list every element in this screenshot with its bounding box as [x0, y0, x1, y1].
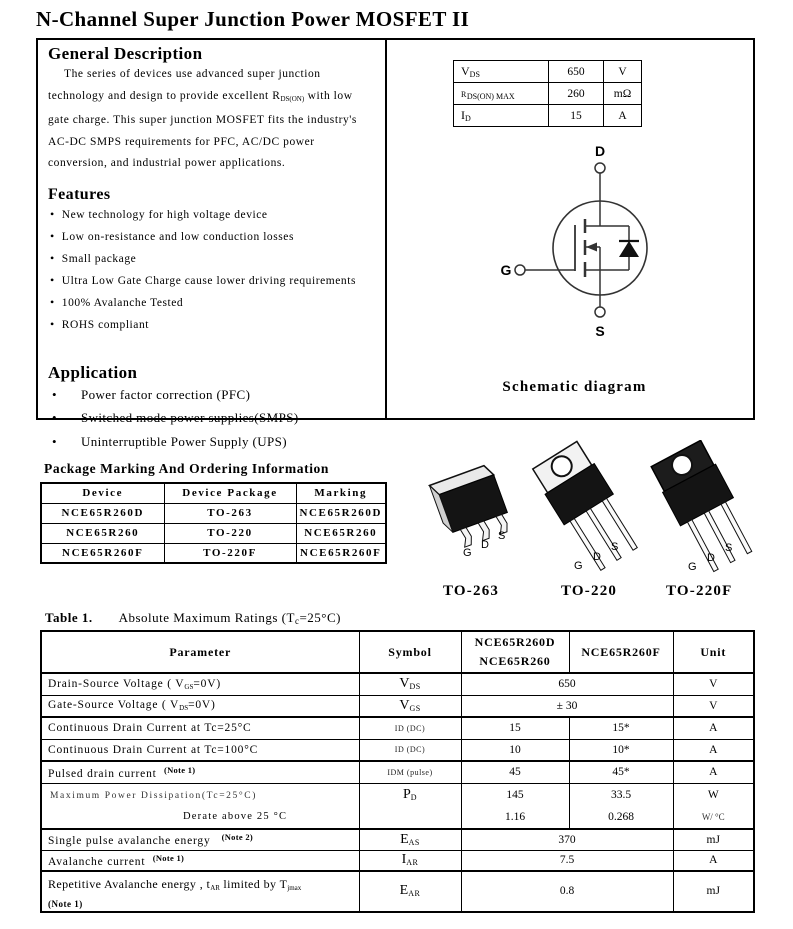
subscript: AR — [406, 858, 419, 868]
package-to220-image — [524, 438, 644, 578]
subscript: D — [465, 114, 471, 123]
unit-cell: mJ — [673, 829, 754, 851]
table-header-row — [41, 631, 754, 673]
column-header-marking: Marking — [296, 483, 386, 503]
feature-item: • Ultra Low Gate Charge cause lower driving requirements — [48, 270, 379, 292]
spec-symbol-cell: ID — [454, 105, 549, 127]
general-description-text: conversion, and industrial power applications. — [48, 157, 286, 169]
spec-value-cell: 15 — [549, 105, 604, 127]
table1-label: Table 1. — [45, 610, 93, 625]
general-description-text: technology and design to provide excellent $R_{DS(ON)}$ with low — [48, 89, 353, 103]
param-cell: Gate-Source Voltage ( $V_{DS}=0V$) — [41, 695, 359, 717]
marking-cell: NCE65R260F — [296, 543, 386, 563]
subscript: D — [410, 792, 418, 802]
table-row — [41, 503, 386, 523]
value-cell: 145 1.16 — [461, 783, 569, 829]
table-row — [41, 871, 754, 912]
subscript: DS — [469, 70, 480, 79]
value-cell: 45 — [461, 761, 569, 783]
feature-item: • Small package — [48, 248, 379, 270]
table-row — [454, 83, 642, 105]
pin-label-g: G — [688, 561, 697, 573]
marking-cell: NCE65R260 — [296, 523, 386, 543]
package-cell: TO-220F — [164, 543, 296, 563]
param-cell: Single pulse avalanche energy $^{(Note 2)}$ — [41, 829, 359, 851]
schematic-caption: Schematic diagram — [502, 379, 647, 395]
subscript: DS(ON) — [280, 94, 305, 103]
param-cell: Pulsed drain current $^{(Note 1)}$ — [41, 761, 359, 783]
unit-cell: mJ — [673, 871, 754, 912]
feature-item: • Low on-resistance and low conduction losses — [48, 226, 379, 248]
subscript: AS — [408, 837, 420, 847]
symbol-cell: PD — [359, 783, 461, 829]
overview-left-column — [38, 40, 385, 449]
subscript: GS — [409, 703, 421, 713]
overview-right-column — [385, 40, 753, 418]
table-row — [41, 739, 754, 761]
value-cell: 7.5 — [461, 851, 673, 871]
application-item: • Power factor correction (PFC) — [48, 383, 379, 407]
spec-unit-cell: mΩ — [604, 83, 642, 105]
table-row — [41, 851, 754, 871]
pin-label-g: G — [463, 547, 472, 559]
symbol-cell: VDS — [359, 673, 461, 695]
column-header-device: Device — [41, 483, 164, 503]
subscript: GS — [184, 682, 194, 691]
pin-label-d: D — [707, 552, 715, 564]
spec-value-cell: 260 — [549, 83, 604, 105]
value-cell: 10 — [461, 739, 569, 761]
ordering-table — [40, 482, 387, 564]
column-header-model-a: NCE65R260D NCE65R260 — [461, 631, 569, 673]
gate-label: G — [500, 262, 512, 278]
column-header-symbol: Symbol — [359, 631, 461, 673]
symbol-cell: VGS — [359, 695, 461, 717]
symbol-cell: IDM (pulse) — [359, 761, 461, 783]
param-cell: Drain-Source Voltage ( $V_{GS}=0V$) — [41, 673, 359, 695]
table-row — [41, 829, 754, 851]
spec-unit-cell: A — [604, 105, 642, 127]
table-row — [41, 717, 754, 739]
symbol-cell: ID (DC) — [359, 739, 461, 761]
value-cell: 15 — [461, 717, 569, 739]
value-cell: 370 — [461, 829, 673, 851]
table-row — [454, 105, 642, 127]
package-cell: TO-220 — [164, 523, 296, 543]
pin-label-s: S — [725, 542, 733, 554]
general-description-text: AC-DC SMPS requirements for PFC, AC/DC power — [48, 135, 315, 148]
subscript: DS(ON) MAX — [466, 92, 515, 101]
note-reference: (Note 1) — [152, 852, 185, 863]
unit-cell: A — [673, 851, 754, 871]
pin-label-d: D — [481, 539, 489, 551]
table-row — [41, 673, 754, 695]
unit-cell: A — [673, 717, 754, 739]
feature-item: • ROHS compliant — [48, 314, 379, 336]
page-title: N-Channel Super Junction Power MOSFET II — [36, 7, 470, 31]
value-cell: 650 — [461, 673, 673, 695]
table-row — [41, 695, 754, 717]
overview-box — [36, 38, 755, 449]
application-item: • Switched mode power supplies(SMPS) — [48, 406, 379, 430]
unit-cell: A — [673, 761, 754, 783]
device-cell: NCE65R260D — [41, 503, 164, 523]
table-row — [41, 523, 386, 543]
package-to220f-image — [638, 440, 763, 580]
table-row — [41, 783, 754, 829]
spec-unit-cell: V — [604, 61, 642, 83]
value-cell: ± 30 — [461, 695, 673, 717]
symbol-cell: EAS — [359, 829, 461, 851]
param-cell: Repetitive Avalanche energy , $t_{AR}$ limited by $T_{jmax}$ (Note 1) — [41, 871, 359, 912]
mosfet-schematic-icon — [482, 140, 702, 345]
value-cell: 10* — [569, 739, 673, 761]
symbol-cell: ID (DC) — [359, 717, 461, 739]
symbol-cell: EAR — [359, 871, 461, 912]
package-caption-to220f: TO-220F — [666, 583, 733, 599]
param-cell: Avalanche current $^{(Note 1)}$ — [41, 851, 359, 871]
device-cell: NCE65R260F — [41, 543, 164, 563]
column-header-parameter: Parameter — [41, 631, 359, 673]
table-row — [454, 61, 642, 83]
value-cell: 15* — [569, 717, 673, 739]
symbol-cell: IAR — [359, 851, 461, 871]
application-item: • Uninterruptible Power Supply (UPS) — [48, 430, 379, 454]
unit-cell: V — [673, 695, 754, 717]
features-heading: Features — [48, 185, 111, 203]
value-cell: 0.8 — [461, 871, 673, 912]
subscript: DS — [179, 704, 189, 713]
column-header-unit: Unit — [673, 631, 754, 673]
general-description-heading: General Description — [48, 44, 203, 63]
unit-cell: A — [673, 739, 754, 761]
source-label: S — [595, 323, 605, 339]
unit-cell: W W/ °C — [673, 783, 754, 829]
package-to263-image — [420, 444, 525, 564]
device-cell: NCE65R260 — [41, 523, 164, 543]
column-header-package: Device Package — [164, 483, 296, 503]
drain-label: D — [594, 143, 606, 159]
feature-item: • New technology for high voltage device — [48, 204, 379, 226]
subscript: AR — [210, 883, 220, 892]
value-cell: 33.5 0.268 — [569, 783, 673, 829]
key-specs-table — [453, 60, 642, 127]
value-cell: 45* — [569, 761, 673, 783]
subscript: AR — [408, 889, 421, 898]
pin-label-g: G — [574, 560, 583, 572]
subscript: DS — [409, 682, 421, 692]
general-description-text: gate charge. This super junction MOSFET fits the industry's — [48, 114, 357, 126]
spec-symbol-cell: RDS(ON) MAX — [454, 83, 549, 105]
unit-cell: V — [673, 673, 754, 695]
table-row — [41, 761, 754, 783]
param-cell: Continuous Drain Current at Tc=100°C — [41, 739, 359, 761]
spec-value-cell: 650 — [549, 61, 604, 83]
note-reference: (Note 1) — [48, 898, 83, 909]
pin-label-d: D — [593, 551, 601, 563]
package-cell: TO-263 — [164, 503, 296, 523]
table-row — [41, 543, 386, 563]
param-cell: Maximum Power Dissipation(Tc=25°C) Derate above 25 °C — [41, 783, 359, 829]
note-reference: (Note 1) — [163, 764, 196, 775]
ordering-info-heading: Package Marking And Ordering Information — [44, 461, 330, 476]
absolute-maximum-ratings-table — [40, 630, 755, 913]
subscript: c — [294, 616, 300, 626]
spec-symbol-cell: VDS — [454, 61, 549, 83]
table-header-row — [41, 483, 386, 503]
feature-item: • 100% Avalanche Tested — [48, 292, 379, 314]
pin-label-s: S — [498, 530, 506, 542]
application-heading: Application — [48, 362, 138, 382]
column-header-model-b: NCE65R260F — [569, 631, 673, 673]
note-reference: (Note 2) — [221, 832, 254, 843]
pin-label-s: S — [611, 541, 619, 553]
table1-caption: Table 1. Absolute Maximum Ratings (Tc=25°C) — [45, 610, 341, 626]
package-caption-to263: TO-263 — [443, 583, 500, 599]
general-description-text: The series of devices use advanced super junction — [64, 68, 321, 80]
subscript: jmax — [287, 883, 302, 892]
marking-cell: NCE65R260D — [296, 503, 386, 523]
param-cell: Continuous Drain Current at Tc=25°C — [41, 717, 359, 739]
package-caption-to220: TO-220 — [561, 583, 618, 599]
